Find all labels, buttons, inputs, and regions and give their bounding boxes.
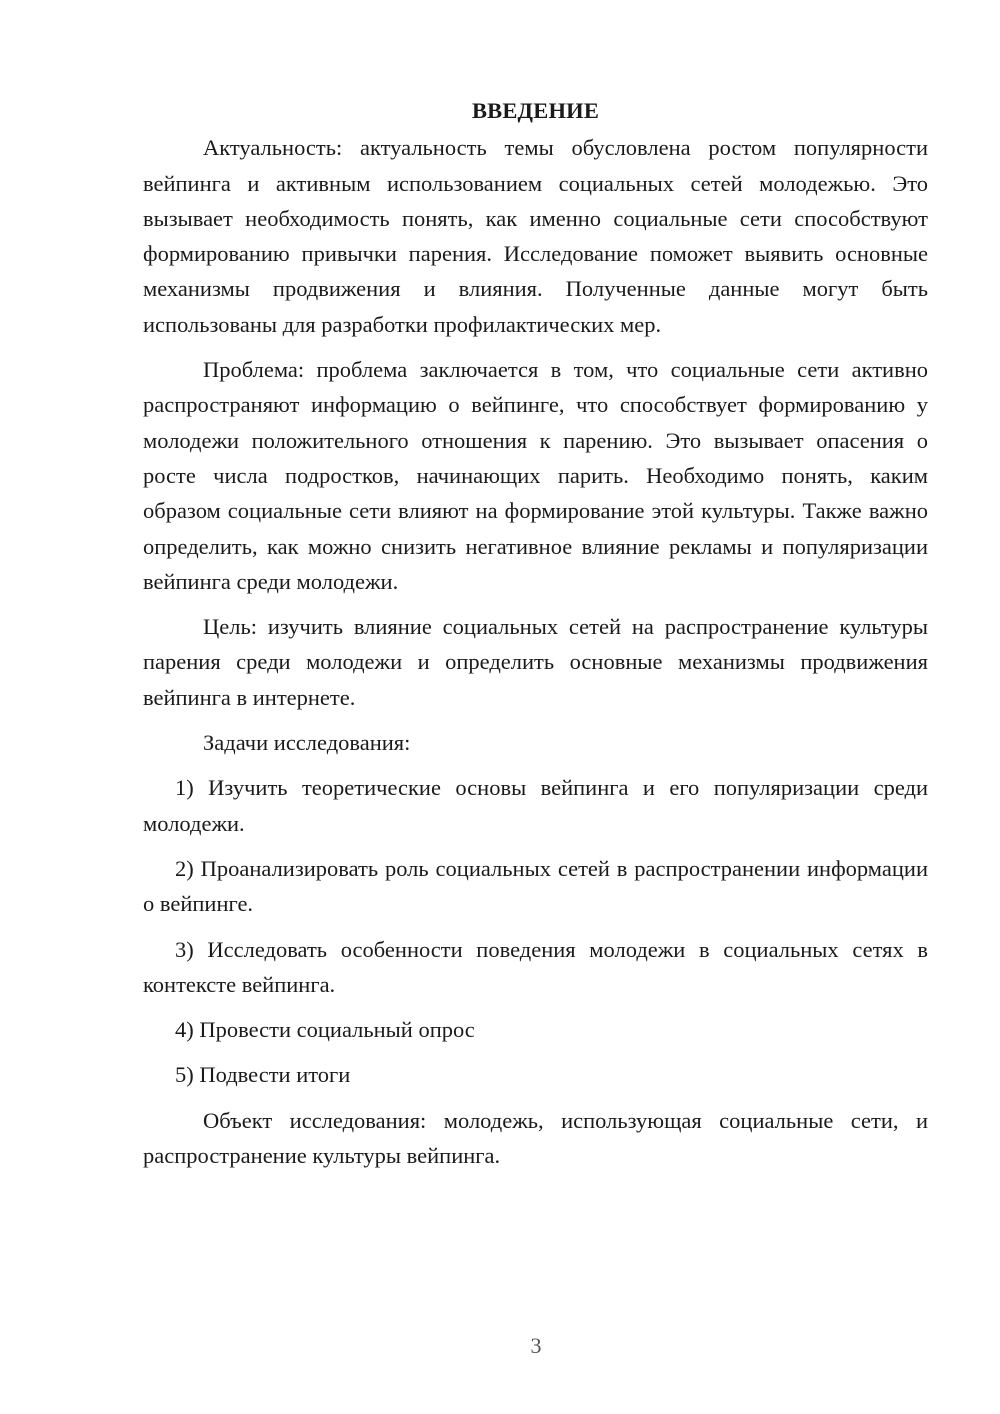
problem-paragraph: Проблема: проблема заключается в том, что социальные сети активно распространяют информацию о вейпинге, что способствует формированию у молодежи положительного отношения к парению. Это вызывает опасения о росте числа подростков, начинающих парить. Необходимо понять, каким образом социальные сети влияют на формирование этой культуры. Также важно определить, как можно снизить негативное влияние рекламы и популяризации вейпинга среди молодежи. xyxy=(143,357,928,594)
task-item-4: 4) Провести социальный опрос xyxy=(175,1017,475,1043)
page-content xyxy=(143,93,928,1183)
section-heading: ВВЕДЕНИЕ xyxy=(471,98,600,123)
task-item-2: 2) Проанализировать роль социальных сетей в распространении информации о вейпинге. xyxy=(143,855,928,917)
tasks-label: Задачи исследования: xyxy=(203,730,411,756)
task-item-5: 5) Подвести итоги xyxy=(175,1062,351,1088)
page-number: 3 xyxy=(530,1333,542,1358)
relevance-paragraph: Актуальность: актуальность темы обусловлена ростом популярности вейпинга и активным использованием социальных сетей молодежью. Это вызывает необходимость понять, как именно социальные сети способствуют формированию привычки парения. Исследование поможет выявить основные механизмы продвижения и влияния. Полученные данные могут быть использованы для разработки профилактических мер. xyxy=(143,135,928,337)
task-item-1: 1) Изучить теоретические основы вейпинга и его популяризации среди молодежи. xyxy=(143,775,928,836)
object-paragraph: Объект исследования: молодежь, использующая социальные сети, и распространение культуры вейпинга. xyxy=(143,1107,928,1169)
goal-paragraph: Цель: изучить влияние социальных сетей на распространение культуры парения среди молодежи и определить основные механизмы продвижения вейпинга в интернете. xyxy=(143,614,928,710)
task-item-3: 3) Исследовать особенности поведения молодежи в социальных сетях в контексте вейпинга. xyxy=(143,936,928,997)
